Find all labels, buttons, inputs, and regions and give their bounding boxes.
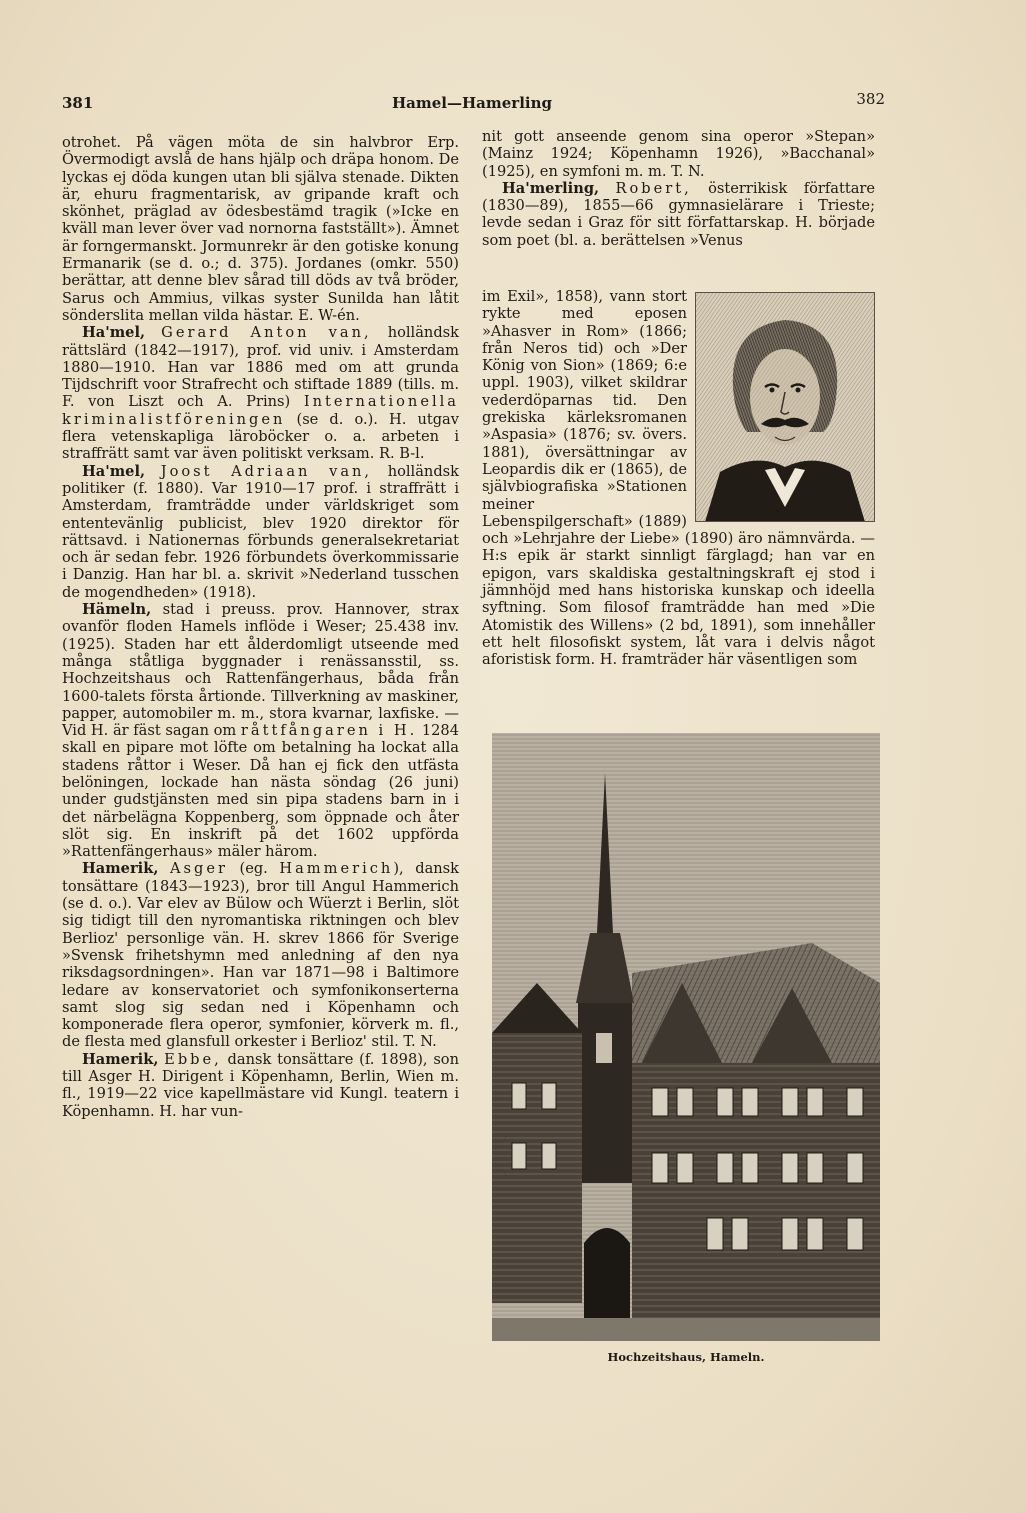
headword: Ha'mel, xyxy=(82,462,146,480)
left-column xyxy=(62,134,459,1120)
headword: Ha'merling, xyxy=(502,179,600,197)
person-name: Gerard Anton van, xyxy=(161,324,372,342)
person-name: Robert, xyxy=(615,179,692,197)
entry-hamel-joost: Ha'mel, Joost Adriaan van, holländsk politiker (f. 1880). Var 1910—17 prof. i straffrätt i Amsterdam, framträdde under världskriget som ententevänlig publicist, blev 1920 direktor för rättsavd. i Nationernas förbunds generalsekretariat och är sedan febr. 1926 förbundets överkommissarie i Danzig. Han har bl. a. skrivit »Nederland tusschen de mogendheden» (1918). xyxy=(62,462,460,601)
headword: Hamerik, xyxy=(82,860,159,878)
entry-hameln: Hämeln, stad i preuss. prov. Hannover, strax ovanför floden Hamels inflöde i Weser; 25.438 inv. (1925). Staden har ett ålderdomligt utseende med många ståtliga byggnader i renässansstil, ss. Hochzeitshaus och Rattenfängerhaus, båda från 1600-talets första årtionde. Tillverkning av maskiner, papper, automobiler m. m., stora kvarnar, laxfiske. — Vid H. är fäst sagan om råttfångaren i H. 1284 skall en pipare mot löfte om betalning ha lockat alla stadens råttor i Weser. Då han ej fick den utfästa belöningen, lockade han nästa söndag (26 juni) under gudstjänsten med sin pipa stadens barn in i det närbelägna Koppenberg, som öppnade och åter slöt sig. En inskrift på det 1602 uppförda »Rattenfängerhaus» mäler härom. xyxy=(62,601,460,861)
headword: Ha'mel, xyxy=(82,324,146,342)
headword: Hämeln, xyxy=(82,601,152,619)
running-title: Hamel—Hamerling xyxy=(391,94,552,112)
person-name: Asger xyxy=(169,860,228,878)
entry-hamerik-asger: Hamerik, Asger (eg. Hammerich), dansk tonsättare (1843—1923), bror till Angul Hammerich (se d. o.). Var elev av Bülow och Wüerzt i Berlin, slöt sig tidigt till den nyromantiska riktningen och blev Berlioz' personlige vän. H. skrev 1866 för Sverige »Svensk frihetshymn med anledning af den nya riksdagsordningen». Han var 1871—98 i Baltimore ledare av konservatoriet och symfonikonserterna samt slog sig sedan ned i Köpenhamn och komponerade flera operor, symfonier, körverk m. fl., de flesta med glansfull orkester i Berlioz' stil. T. N. xyxy=(62,860,460,1051)
person-name: Joost Adriaan van, xyxy=(160,462,373,480)
entry-continuation: nit gott anseende genom sina operor »Stepan» (Mainz 1924; Köpenhamn 1926), »Bacchanal» (1925), en symfoni m. m. T. N. xyxy=(482,128,875,180)
figure-caption: Hochzeitshaus, Hameln. xyxy=(607,1350,765,1364)
portrait-engraving xyxy=(695,292,875,522)
spaced-term: Internationella kriminalistföreningen xyxy=(62,393,459,428)
spaced-term: Hammerich xyxy=(279,860,394,878)
entry-hamerling-body: im Exil», 1858), vann stort rykte med eposen »Ahasver in Rom» (1866; från Neros tid) och »Der König von Sion» (1869; 6:e uppl. 1903), vilket skildrar vederdöparnas tid. Den grekiska kärleksromanen »Aspasia» (1876; sv. övers. 1881), översättningar av Leopardis dik er (1865), de självbiografiska »Stationen meiner Lebenspilgerschaft» (1889) och »Lehrjahre der Liebe» (1890) äro nämnvärda. — H:s epik är starkt sinnligt färglagd; han var en epigon, vars skaldiska gestaltningskraft ej stod i jämnhöjd med hans historiska kunskap och ideella syftning. Som filosof framträdde han med »Die Atomistik des Willens» (2 bd, 1891), som innehåller ett helt filosofiskt system, låt vara i delvis något aforistisk form. H. framträder här väsentligen som xyxy=(482,288,875,669)
person-name: Ebbe, xyxy=(164,1050,222,1068)
spaced-term: råttfångaren i H. xyxy=(240,722,418,740)
entry-continuation: otrohet. På vägen möta de sin halvbror Erp. Övermodigt avslå de hans hjälp och dräpa honom. De lyckas ej döda kungen utan bli själva stenade. Dikten är, ehuru fragmentarisk, av gripande kraft och skönhet, präglad av ödesbestämd tragik (»Icke en kväll man lever över vad nornorna fastställt»). Ämnet är forngermanskt. Jormunrekr är den gotiske konung Ermanarik (se d. o.; d. 375). Jordanes (omkr. 550) berättar, att denne blev sårad till döds av två bröder, Sarus och Ammius, vilkas syster Sunilda han låtit sönderslita mellan vilda hästar. E. W-én. xyxy=(62,134,459,324)
entry-hamerling-intro: Ha'merling, Robert, österrikisk författare (1830—89), 1855—66 gymnasielärare i Trieste; levde sedan i Graz för sitt författarskap. H. började som poet (bl. a. berättelsen »Venus xyxy=(482,179,876,249)
entry-hamerik-ebbe: Hamerik, Ebbe, dansk tonsättare (f. 1898), son till Asger H. Dirigent i Köpenhamn, Berlin, Wien m. fl., 1919—22 vice kapellmästare vid Kungl. teatern i Köpenhamn. H. har vun- xyxy=(62,1050,459,1120)
page-number-right: 382 xyxy=(856,90,885,108)
page-number-left: 381 xyxy=(62,94,94,112)
entry-hamel-gerard: Ha'mel, Gerard Anton van, holländsk rättslärd (1842—1917), prof. vid univ. i Amsterdam 1880—1910. Han var 1886 med om att grunda Tijdschrift voor Strafrecht och stiftade 1889 (tills. m. F. von Liszt och A. Prins) Internationella kriminalistföreningen (se d. o.). H. utgav flera vetenskapliga läroböcker o. a. arbeten i straffrätt samt var även politiskt verksam. R. B-l. xyxy=(62,324,459,463)
headword: Hamerik, xyxy=(82,1050,159,1068)
right-column-wrap xyxy=(482,288,875,669)
hochzeitshaus-illustration xyxy=(492,733,880,1341)
portrait-hamerling xyxy=(695,292,875,522)
page-header xyxy=(62,90,885,118)
right-column-top xyxy=(482,128,875,249)
